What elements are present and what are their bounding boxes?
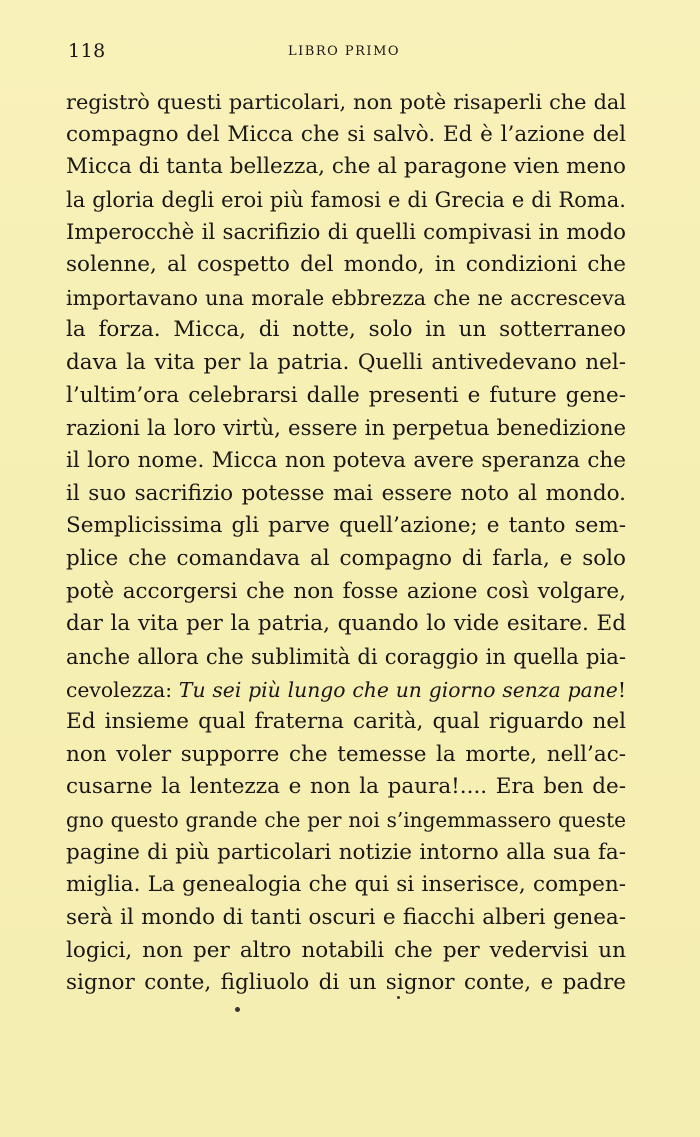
line-text: plice che comandava al compagno di farla, e solo [66,545,626,571]
text-line [66,608,626,641]
line-text: registrò questi particolari, non potè risaperli che dal [66,90,626,114]
line-text: la gloria degli eroi più famosi e di Grecia e di Roma. [66,186,626,212]
line-text: pagine di più particolari notizie intorno alla sua fa- [66,839,626,865]
text-line [66,837,626,870]
text-line [66,249,626,282]
line-text: signor conte, figliuolo di un signor conte, e padre [66,970,626,996]
text-line [66,282,626,315]
line-punctuation: ! [617,677,626,702]
line-text: razioni la loro virtù, essere in perpetua benedizione [66,415,626,441]
ink-speck [235,1007,240,1012]
line-text: gno questo grande che per noi s’ingemmassero queste [66,808,626,833]
text-line [66,739,626,772]
line-text: la forza. Micca, di notte, solo in un sotterraneo [66,317,626,343]
text-line [66,543,626,576]
line-text: logici, non per altro notabili che per vedervisi un [66,937,626,963]
text-line [66,771,626,804]
text-line [66,706,626,739]
text-line [66,217,626,250]
line-text: Micca di tanta bellezza, che al paragone vien meno [66,154,626,180]
text-line [66,86,626,119]
line-text: Imperocchè il sacrifizio di quelli compivasi in modo [66,219,626,245]
body-text [66,86,626,1000]
line-text: serà il mondo di tanti oscuri e fiacchi alberi genea- [66,905,626,931]
page-number: 118 [68,40,106,62]
line-text: dar la vita per la patria, quando lo vide esitare. Ed [66,611,626,637]
page-header [68,40,630,70]
text-line [66,119,626,152]
ink-speck [397,996,400,999]
line-text: cusarne la lentezza e non la paura!.... Era ben de- [66,774,626,800]
text-line [66,151,626,184]
italic-quote: Tu sei più lungo che un giorno senza pane [178,677,618,702]
text-line [66,347,626,380]
line-text: Ed insieme qual fraterna carità, qual riguardo nel [66,709,626,735]
line-text: l’ultim’ora celebrarsi dalle presenti e future gene- [66,382,626,408]
text-line [66,314,626,347]
line-text: Semplicissima gli parve quell’azione; e tanto sem- [66,513,626,539]
text-line [66,641,626,674]
text-line [66,935,626,968]
text-line [66,674,626,707]
line-text: importavano una morale ebbrezza che ne accresceva [66,285,626,310]
running-head: LIBRO PRIMO [288,44,401,59]
text-line [66,576,626,609]
text-line [66,445,626,478]
line-text: cevolezza: [66,677,179,702]
line-text: non voler supporre che temesse la morte, nell’ac- [66,741,626,767]
text-line [66,804,626,837]
text-line [66,967,626,1000]
text-line [66,380,626,413]
line-text: miglia. La genealogia che qui si inserisce, compen- [66,872,626,898]
text-line [66,412,626,445]
text-line [66,869,626,902]
line-text: dava la vita per la patria. Quelli antivedevano nel- [66,350,626,376]
line-text: anche allora che sublimità di coraggio in quella pia- [66,643,626,669]
line-text: compagno del Micca che si salvò. Ed è l’azione del [66,121,626,147]
line-text: il loro nome. Micca non poteva avere speranza che [66,448,626,474]
line-text: potè accorgersi che non fosse azione così volgare, [66,578,626,604]
text-line [66,478,626,511]
line-text: solenne, al cospetto del mondo, in condizioni che [66,252,626,278]
text-line [66,510,626,543]
text-line [66,184,626,217]
text-line [66,902,626,935]
line-text: il suo sacrifizio potesse mai essere noto al mondo. [66,480,626,506]
